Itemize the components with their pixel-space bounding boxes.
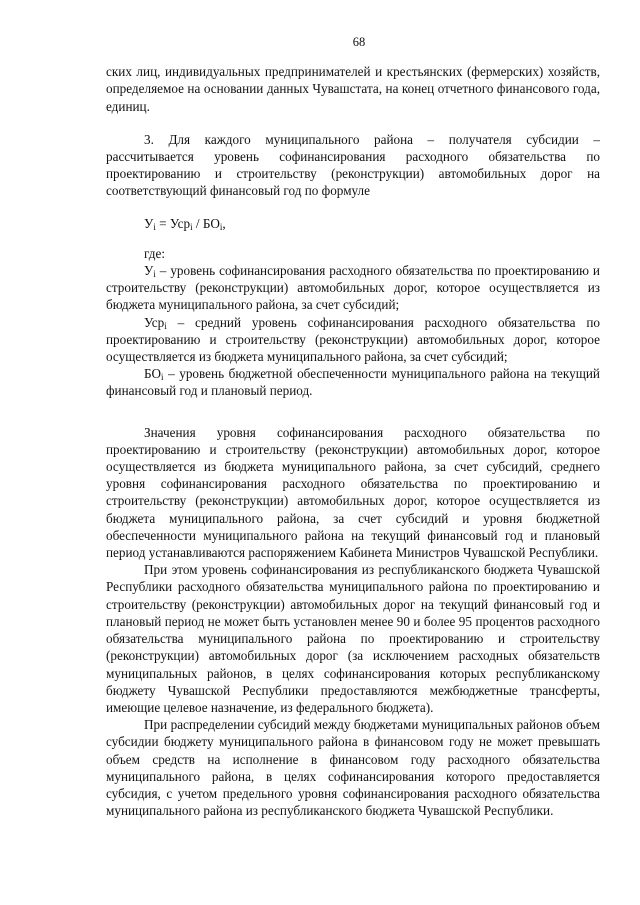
- page-number: 68: [352, 35, 366, 49]
- definition-boi-sub: i: [161, 372, 164, 383]
- definition-usri: [106, 314, 600, 366]
- paragraph-values: Значения уровня софинансирования расходного обязательства по проектированию и строительству (реконструкции) автомобильных дорог, которое осуществляется из бюджета муниципального района, за счет субсидий, среднего уровня софинансирования расходного обязательства по проектированию и строительству (реконструкции) автомобильных дорог, которое осуществляется из бюджета муниципального района, за счет субсидий и уровня бюджетной обеспеченности муниципального района на текущий финансовый год и плановый период устанавливаются распоряжением Кабинета Министров Чувашской Республики.: [106, 424, 600, 561]
- document-page: [106, 34, 600, 819]
- definition-usri-text: – средний уровень софинансирования расходного обязательства по проектированию и строительству (реконструкции) автомобильных дорог, которое осуществляется из бюджета муниципального района, за счет субсидий;: [106, 314, 600, 365]
- formula: [144, 215, 600, 232]
- paragraph-item-3: 3. Для каждого муниципального района – получателя субсидии – рассчитывается уровень софинансирования расходного обязательства по проектированию и строительству (реконструкции) автомобильных дорог на соответствующий финансовый год по формуле: [106, 131, 600, 199]
- definition-boi-text: – уровень бюджетной обеспеченности муниципального района на текущий финансовый год и плановый период.: [106, 366, 600, 399]
- paragraph-distribution: При распределении субсидий между бюджетами муниципальных районов объем субсидии бюджету муниципального района в финансовом году не может превышать объем средств на исполнение в финансовом году расходного обязательства муниципального района, в целях софинансирования которого предоставляется субсидия, с учетом предельного уровня софинансирования расходного обязательства муниципального района из республиканского бюджета Чувашской Республики.: [106, 717, 600, 819]
- formula-div-sub: i: [219, 221, 223, 232]
- where-label: где:: [144, 245, 165, 261]
- paragraph-continuation: ских лиц, индивидуальных предпринимателей и крестьянских (фермерских) хозяйств, определяемое на основании данных Чувашстата, на конец отчетного финансового года, единиц.: [106, 64, 600, 114]
- definition-boi: [106, 365, 600, 399]
- formula-lhs-sub: i: [153, 221, 156, 232]
- paragraph-cofinancing-limits: При этом уровень софинансирования из республиканского бюджета Чувашской Республики расходного обязательства муниципального района по проектированию и строительству (реконструкции) автомобильных дорог на текущий финансовый год и плановый период не может быть установлен менее 90 и более 95 процентов расходного обязательства муниципального района по проектированию и строительству (реконструкции) автомобильных дорог (за исключением расходных обязательств муниципальных районов, в целях софинансирования которых республиканскому бюджету Чувашской Республики предоставляются межбюджетные трансферты, имеющие целевое назначение, из федерального бюджета).: [106, 562, 600, 715]
- definition-boi-symbol: БО: [144, 366, 162, 382]
- formula-lhs: У: [144, 215, 154, 231]
- definition-ui-sub: i: [153, 269, 156, 280]
- formula-eq-sub: i: [190, 221, 193, 232]
- definition-usri-symbol: Уср: [144, 314, 165, 330]
- definition-ui: [106, 262, 600, 314]
- definition-ui-symbol: У: [144, 263, 154, 279]
- definition-ui-text: – уровень софинансирования расходного обязательства по проектированию и строительству (реконструкции) автомобильных дорог, которое осуществляется из бюджета муниципального района, за счет субсидий;: [106, 263, 600, 313]
- definition-usri-sub: i: [164, 320, 167, 331]
- formula-eq: = Уср: [155, 215, 191, 231]
- formula-div: / БО: [192, 215, 220, 231]
- formula-tail: ,: [222, 215, 226, 231]
